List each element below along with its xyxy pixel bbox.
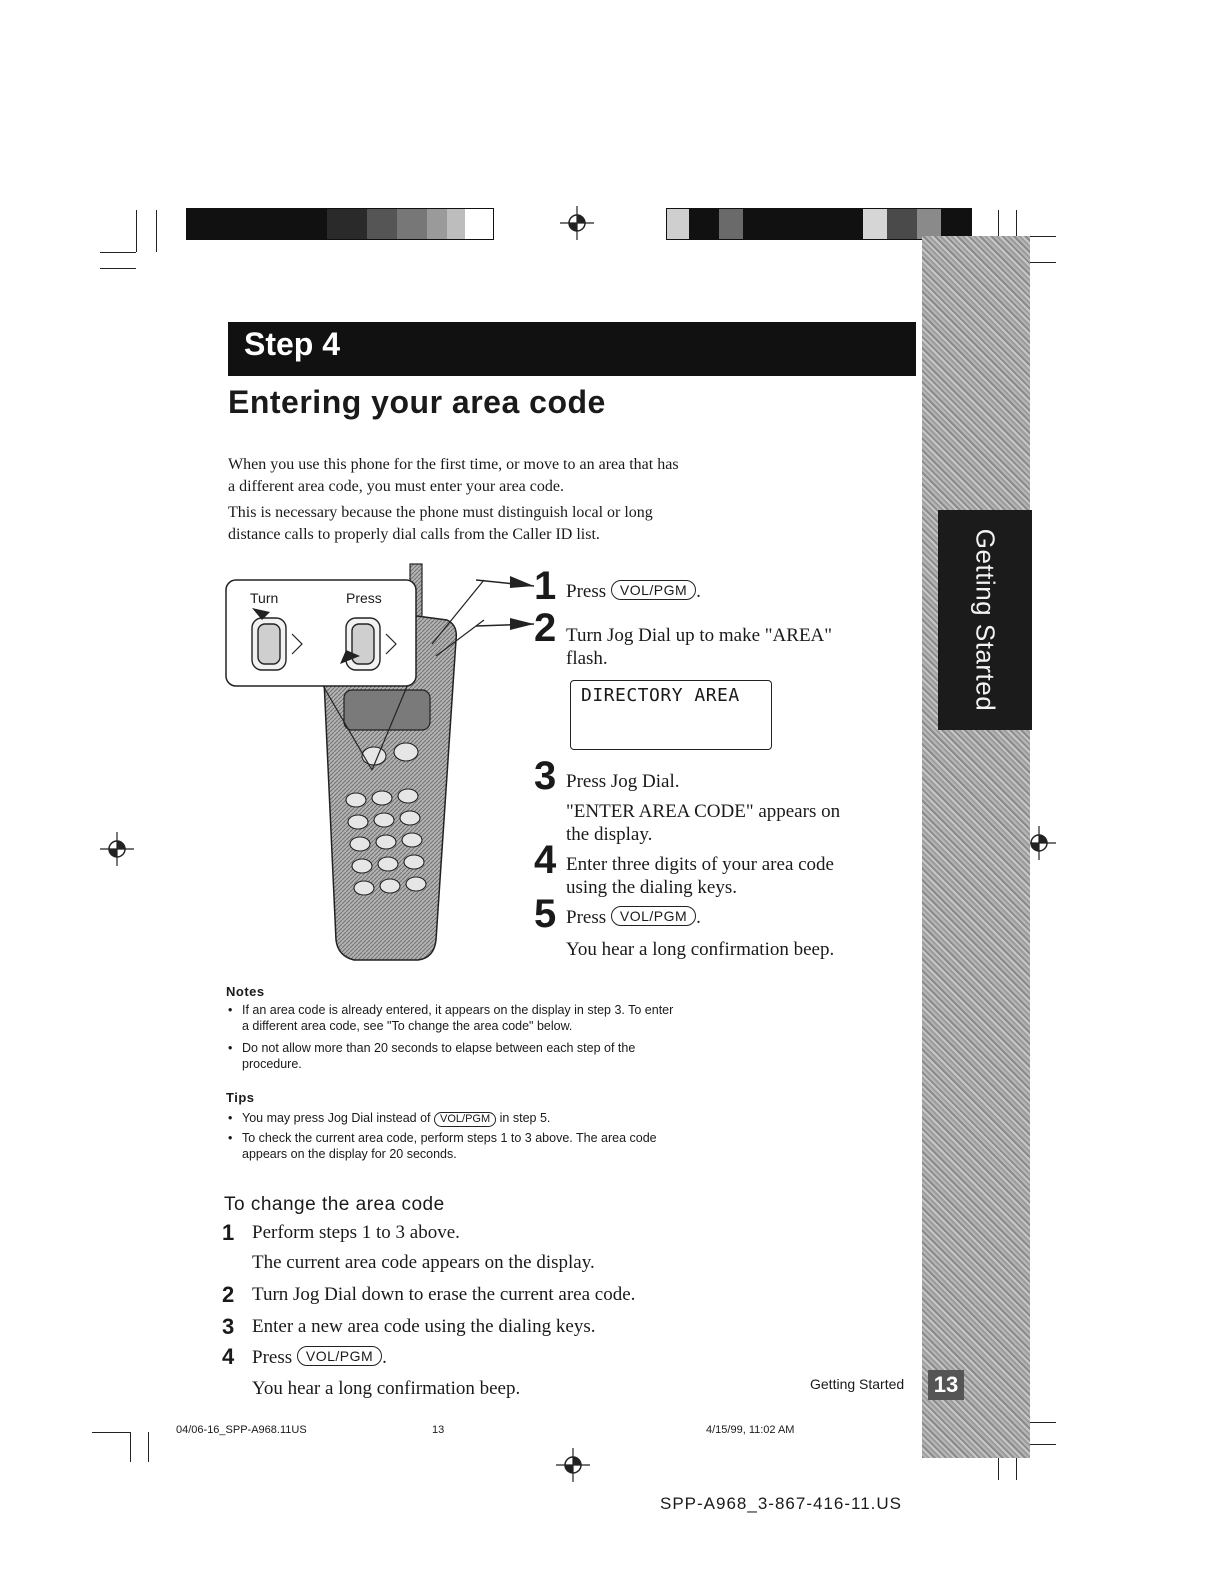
change-step-number: 3 bbox=[222, 1314, 235, 1339]
color-bar-left bbox=[186, 208, 494, 240]
change-step-3-text: Enter a new area code using the dialing keys. bbox=[252, 1316, 596, 1337]
step-4-text: Enter three digits of your area code using the dialing keys. bbox=[566, 854, 834, 898]
note-item: • Do not allow more than 20 seconds to elapse between each step of the procedure. bbox=[228, 1041, 636, 1071]
step-number: 4 bbox=[534, 838, 557, 882]
step-2-text: Turn Jog Dial up to make "AREA" flash. bbox=[566, 625, 833, 669]
registration-mark-icon bbox=[100, 832, 134, 866]
tip-item: • To check the current area code, perform steps 1 to 3 above. The area code appears on the display for 20 seconds. bbox=[228, 1131, 657, 1161]
change-step-2-text: Turn Jog Dial down to erase the current area code. bbox=[252, 1284, 636, 1305]
slug-date: 4/15/99, 11:02 AM bbox=[706, 1424, 795, 1436]
press-label: Press bbox=[346, 590, 382, 606]
change-area-code-heading: To change the area code bbox=[224, 1194, 445, 1215]
vol-pgm-button: VOL/PGM bbox=[297, 1346, 382, 1366]
side-tab-label: Getting Started bbox=[970, 528, 1001, 712]
turn-label: Turn bbox=[250, 590, 279, 606]
step-3-text: Press Jog Dial. "ENTER AREA CODE" appears on the display. bbox=[566, 771, 841, 845]
lcd-display bbox=[570, 680, 772, 750]
step-number: 1 bbox=[534, 564, 557, 608]
callout-arrows bbox=[476, 570, 536, 640]
page-title: Entering your area code bbox=[228, 384, 606, 420]
step-1-text: Press VOL/PGM . bbox=[566, 581, 701, 602]
running-footer: Getting Started bbox=[810, 1376, 905, 1392]
tips-heading: Tips bbox=[226, 1090, 255, 1105]
lcd-display-text: DIRECTORY AREA bbox=[581, 685, 740, 706]
change-step-number: 1 bbox=[222, 1220, 235, 1245]
change-step-number: 4 bbox=[222, 1344, 235, 1369]
intro-paragraph-1: When you use this phone for the first time, or move to an area that has a different area code, you must enter your area code. bbox=[228, 456, 679, 495]
slug-file: 04/06-16_SPP-A968.11US bbox=[176, 1424, 307, 1436]
change-step-number: 2 bbox=[222, 1282, 235, 1307]
intro-paragraph-2: This is necessary because the phone must distinguish local or long distance calls to properly dial calls from the Caller ID list. bbox=[228, 504, 653, 543]
step-number: 2 bbox=[534, 606, 557, 650]
change-step-1-text: Perform steps 1 to 3 above. bbox=[252, 1222, 460, 1243]
note-item: • If an area code is already entered, it appears on the display in step 3. To enter a different area code, see "To change the area code" below. bbox=[228, 1003, 674, 1033]
change-step-4-text: Press VOL/PGM . bbox=[252, 1347, 387, 1368]
vol-pgm-button: VOL/PGM bbox=[611, 906, 696, 926]
change-step-1-result: The current area code appears on the display. bbox=[252, 1252, 595, 1273]
tip-item: • You may press Jog Dial instead of VOL/PGM in step 5. bbox=[228, 1111, 551, 1125]
step-number: 5 bbox=[534, 892, 557, 936]
vol-pgm-button: VOL/PGM bbox=[434, 1112, 496, 1127]
step-5-result: You hear a long confirmation beep. bbox=[566, 939, 835, 960]
step-5-text: Press VOL/PGM . bbox=[566, 907, 701, 928]
side-tab-texture bbox=[922, 236, 1030, 1458]
notes-heading: Notes bbox=[226, 984, 265, 999]
step-number: 3 bbox=[534, 754, 557, 798]
document-id: SPP-A968_3-867-416-11.US bbox=[660, 1494, 902, 1513]
change-step-4-result: You hear a long confirmation beep. bbox=[252, 1378, 521, 1399]
registration-mark-icon bbox=[560, 206, 594, 240]
page-number: 13 bbox=[928, 1370, 964, 1400]
slug-page: 13 bbox=[432, 1424, 445, 1436]
registration-mark-icon bbox=[556, 1448, 590, 1482]
step-label: Step 4 bbox=[244, 326, 341, 362]
vol-pgm-button: VOL/PGM bbox=[611, 580, 696, 600]
